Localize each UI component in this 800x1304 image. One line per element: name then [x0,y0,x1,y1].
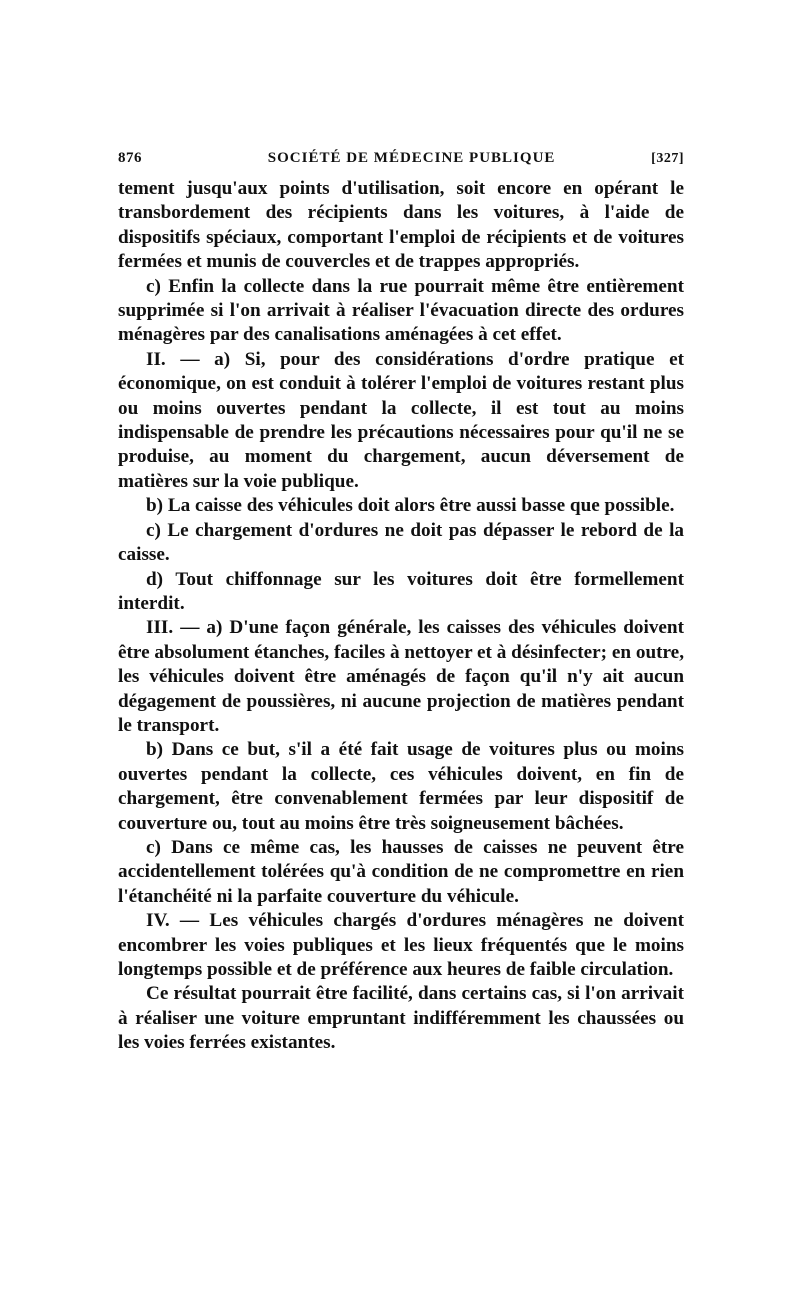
body-text [118,177,684,1056]
paragraph-continuation: tement jusqu'aux points d'utilisation, soit encore en opérant le transbordement des récipients dans les voitures, à l'aide de dispositifs spéciaux, comportant l'emploi de récipients et de voitures fermées et munis de couvercles et de trappes appropriés. [118,178,684,273]
paragraph-2a: II. — a) Si, pour des considérations d'ordre pratique et économique, on est conduit à tolérer l'emploi de voitures restant plus ou moins ouvertes pendant la collecte, il est tout au moins indispensable de prendre les précautions nécessaires pour qu'il ne se produise, au moment du chargement, aucun déversement de matières sur la voie publique. [118,348,684,492]
page-number: 876 [118,150,142,166]
paragraph-4-followup: Ce résultat pourrait être facilité, dans certains cas, si l'on arrivait à réaliser une voiture empruntant indifféremment les chaussées ou les voies ferrées existantes. [118,983,684,1054]
paragraph-3a: III. — a) D'une façon générale, les caisses des véhicules doivent être absolument étanches, faciles à nettoyer et à désinfecter; en outre, les véhicules doivent être aménagés de façon qu'il n'y ait aucun dégagement de poussières, ni aucune projection de matières pendant le transport. [118,617,684,736]
paragraph-2c: c) Le chargement d'ordures ne doit pas dépasser le rebord de la caisse. [118,519,684,566]
paragraph-3c: c) Dans ce même cas, les hausses de caisses ne peuvent être accidentellement tolérées qu'à condition de ne compromettre en rien l'étanchéité ni la parfaite couverture du véhicule. [118,836,684,907]
page [118,150,684,1056]
paragraph-2b: b) La caisse des véhicules doit alors être aussi basse que possible. [146,495,675,517]
paragraph-4: IV. — Les véhicules chargés d'ordures ménagères ne doivent encombrer les voies publiques et les lieux fréquentés que le moins longtemps possible et de préférence aux heures de faible circulation. [118,910,684,980]
paragraph-1c: c) Enfin la collecte dans la rue pourrait même être entièrement supprimée si l'on arrivait à réaliser l'évacuation directe des ordures ménagères par des canalisations aménagées à cet effet. [118,275,684,346]
page-reference: [327] [651,151,684,166]
paragraph-2d: d) Tout chiffonnage sur les voitures doit être formellement interdit. [118,568,684,614]
running-title: SOCIÉTÉ DE MÉDECINE PUBLIQUE [267,150,556,166]
paragraph-3b: b) Dans ce but, s'il a été fait usage de voitures plus ou moins ouvertes pendant la collecte, ces véhicules doivent, en fin de chargement, être convenablement fermées par leur dispositif de couverture ou, tout au moins être très soigneusement bâchées. [118,739,684,834]
running-header [118,150,684,167]
